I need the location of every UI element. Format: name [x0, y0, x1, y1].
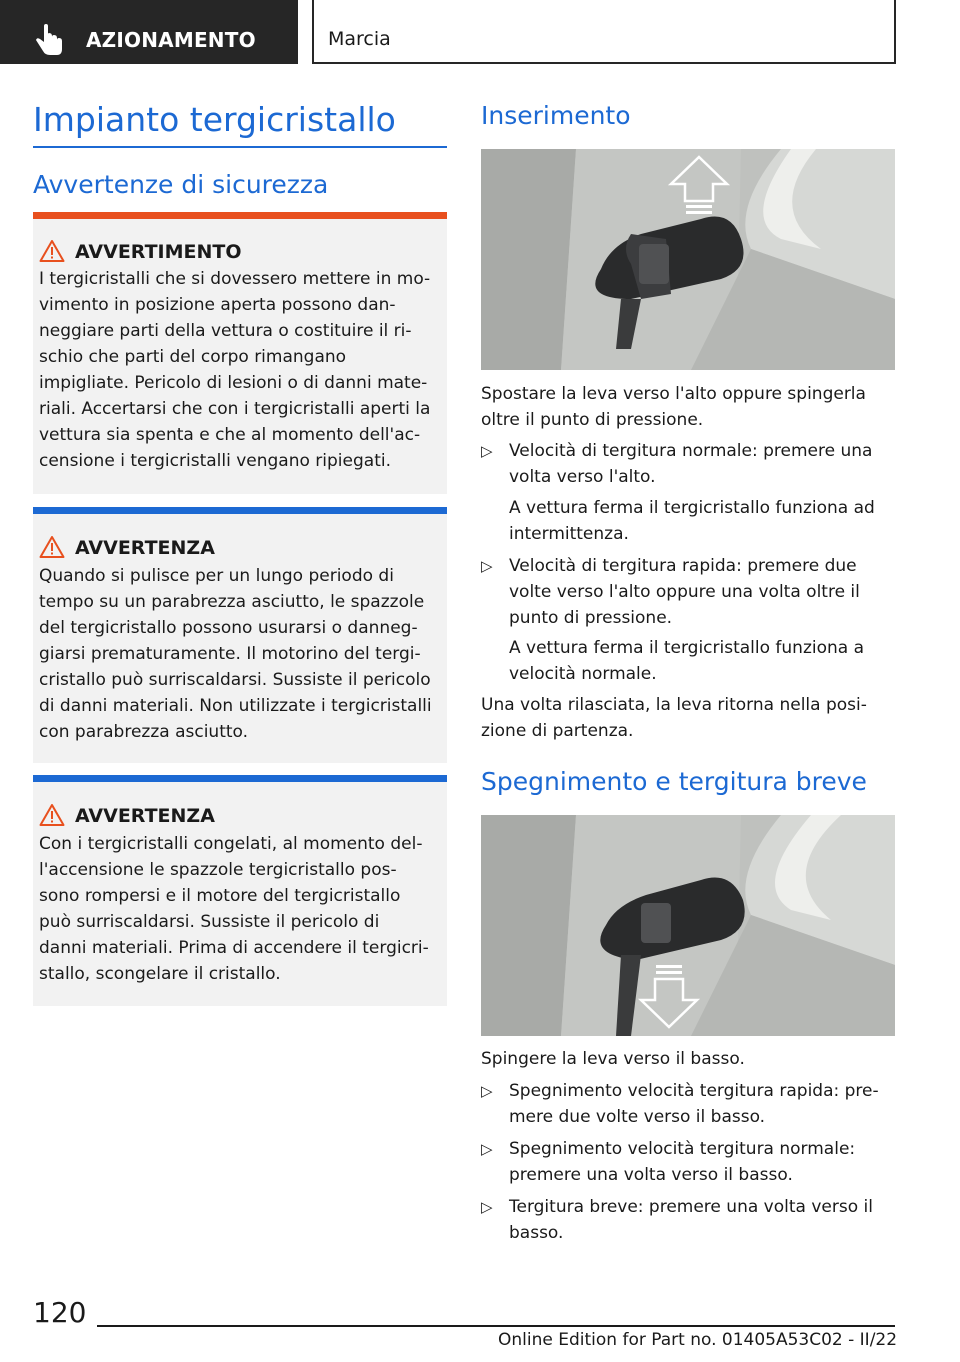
text-line: con parabrezza asciutto.: [39, 722, 249, 742]
insert-heading: Inserimento: [481, 101, 631, 130]
text-line: intermittenza.: [509, 524, 629, 544]
text-line: del tergicristallo possono usurarsi o danneg-: [39, 618, 418, 638]
text-line: volta verso l'alto.: [509, 467, 656, 487]
text-line: vettura sia spenta e che al momento dell'ac-: [39, 425, 421, 445]
title-divider: [33, 146, 447, 148]
text-line: I tergicristalli che si dovessero mettere in mo-: [39, 269, 431, 289]
bullet-triangle-icon: ▷: [481, 1198, 493, 1216]
text-line: premere una volta verso il basso.: [509, 1165, 793, 1185]
caution-text: [39, 831, 443, 987]
text-line: riali. Accertarsi che con i tergicristalli aperti la: [39, 399, 431, 419]
text-line: Quando si pulisce per un lungo periodo di: [39, 566, 394, 586]
bullet-triangle-icon: ▷: [481, 1082, 493, 1100]
bullet-triangle-icon: ▷: [481, 557, 493, 575]
text-line: Una volta rilasciata, la leva ritorna nella posi-: [481, 695, 867, 715]
chapter-label: Marcia: [328, 28, 391, 50]
text-line: volte verso l'alto oppure una volta oltre il: [509, 582, 860, 602]
text-line: basso.: [509, 1223, 564, 1243]
text-line: Tergitura breve: premere una volta verso il: [509, 1197, 873, 1217]
warning-bar: [33, 212, 447, 219]
bullet-triangle-icon: ▷: [481, 1140, 493, 1158]
text-line: oltre il punto di pressione.: [481, 410, 704, 430]
text-line: danni materiali. Prima di accendere il tergicri-: [39, 938, 429, 958]
text-line: impigliate. Pericolo di lesioni o di danni mate-: [39, 373, 428, 393]
edition-label: Online Edition for Part no. 01405A53C02 - II/22: [498, 1330, 898, 1350]
text-line: neggiare parti della vettura o costituire il ri-: [39, 321, 412, 341]
insert-outro: [481, 692, 895, 744]
caution-box: [33, 507, 447, 763]
text-line: A vettura ferma il tergicristallo funziona a: [509, 638, 865, 658]
text-line: Velocità di tergitura rapida: premere due: [509, 556, 857, 576]
text-line: censione i tergicristalli vengano ripiegati.: [39, 451, 391, 471]
text-line: schio che parti del corpo rimangano: [39, 347, 347, 367]
text-line: giarsi prematuramente. Il motorino del tergi-: [39, 644, 421, 664]
caution-bar: [33, 507, 447, 514]
text-line: l'accensione le spazzole tergicristallo pos-: [39, 860, 397, 880]
list-item-note: [509, 495, 895, 547]
list-item-note: [509, 635, 895, 687]
caution-heading: AVVERTENZA: [75, 537, 215, 559]
text-line: Spegnimento velocità tergitura normale:: [509, 1139, 856, 1159]
off-intro: Spingere la leva verso il basso.: [481, 1049, 745, 1069]
footer-divider: [97, 1325, 895, 1327]
header-chapter-box: [312, 0, 896, 64]
header-section-tab: [0, 0, 298, 64]
text-line: vimento in posizione aperta possono dan-: [39, 295, 396, 315]
warning-box: [33, 212, 447, 494]
text-line: stallo, scongelare il cristallo.: [39, 964, 281, 984]
off-heading: Spegnimento e tergitura breve: [481, 767, 867, 796]
text-line: Con i tergicristalli congelati, al momento del-: [39, 834, 423, 854]
text-line: zione di partenza.: [481, 721, 634, 741]
page-number: 120: [33, 1296, 87, 1329]
warning-text: [39, 266, 443, 474]
caution-box: [33, 775, 447, 1006]
text-line: sono rompersi e il motore del tergicristallo: [39, 886, 401, 906]
bullet-triangle-icon: ▷: [481, 442, 493, 460]
warning-triangle-icon: [39, 239, 65, 263]
text-line: Spostare la leva verso l'alto oppure spingerla: [481, 384, 866, 404]
text-line: mere due volte verso il basso.: [509, 1107, 766, 1127]
text-line: cristallo può surriscaldarsi. Sussiste il pericolo: [39, 670, 431, 690]
section-label: AZIONAMENTO: [86, 28, 256, 52]
section-subtitle: Avvertenze di sicurezza: [33, 170, 329, 199]
text-line: può surriscaldarsi. Sussiste il pericolo di: [39, 912, 380, 932]
insert-intro: [481, 381, 895, 433]
caution-bar: [33, 775, 447, 782]
caution-text: [39, 563, 443, 745]
caution-heading: AVVERTENZA: [75, 805, 215, 827]
wiper-lever-down-image: [481, 815, 895, 1036]
text-line: Velocità di tergitura normale: premere una: [509, 441, 873, 461]
text-line: di danni materiali. Non utilizzate i tergicristalli: [39, 696, 432, 716]
warning-heading: AVVERTIMENTO: [75, 241, 242, 263]
text-line: punto di pressione.: [509, 608, 673, 628]
warning-triangle-icon: [39, 803, 65, 827]
hand-pointer-icon: [30, 24, 70, 58]
text-line: velocità normale.: [509, 664, 657, 684]
text-line: Spegnimento velocità tergitura rapida: pre-: [509, 1081, 879, 1101]
text-line: tempo su un parabrezza asciutto, le spazzole: [39, 592, 425, 612]
text-line: A vettura ferma il tergicristallo funziona ad: [509, 498, 875, 518]
page-title: Impianto tergicristallo: [33, 100, 396, 139]
wiper-lever-up-image: [481, 149, 895, 370]
warning-triangle-icon: [39, 535, 65, 559]
